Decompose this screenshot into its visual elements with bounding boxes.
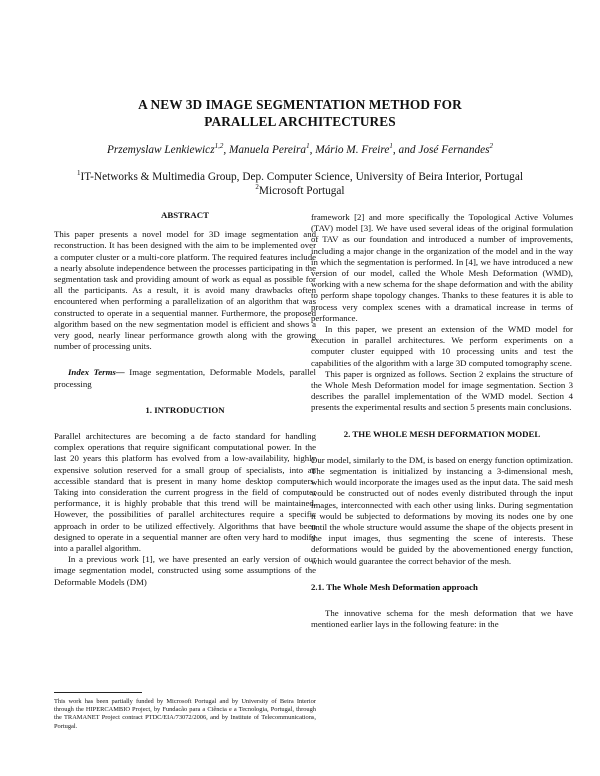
intro-paragraph-1: Parallel architectures are becoming a de facto standard for handling complex operations that require significant computational power. In the last 20 years this platform has evolved from a low-availability, highly expensive solution reserved for a small group of specialists, into an accessible standard that is present in many home desktop computers. Taking into consideration the current progress in the field of computer performance, it is highly probable that this trend will be maintained. However, the possibilities of parallel architectures require a specific approach in order to be utilized effectively. Algorithms that have been designed to operate in a sequential manner are often very hard to modify into a parallel algorithm. bbox=[54, 431, 316, 554]
abstract-text: This paper presents a novel model for 3D image segmentation and reconstruction. It has been designed with the aim to be implemented over a computer cluster or a multi-core platform. The required features include a nearly absolute independence between the processes participating in the segmentation task and providing amount of work as equal as possible for all the participants. As a result, it is avoid many drawbacks often encountered when performing a parallelization of an algorithm that was constructed to operate in a sequential manner. Furthermore, the proposed algorithm based on the new segmentation model is efficient and shows a very good, nearly linear performance growth along with the growing number of processing units. bbox=[54, 229, 316, 352]
section2-paragraph-1: Our model, similarly to the DM, is based on energy function optimization. The segmentation is initialized by instancing a 3-dimensional mesh, which would incorporate the images used as the input data. The said mesh would be constructed out of nodes evenly distributed through the input images, interconnected with each other using links. During segmentation it would be subjected to deformations by moving its nodes one by one until the whole structure would assume the shape of the objects present in the input images, thus segmenting the scene of interests. These deformations would be guided by the abovementioned energy function, which would guarantee the correct behavior of the mesh. bbox=[311, 454, 573, 566]
right-paragraph-1: framework [2] and more specifically the Topological Active Volumes (TAV) model [3]. We have used several ideas of the original formulation of TAV as our foundation and introduced a number of improvements, including a major change in the organization of the model and in the way in which the segmentation is performed. In [4], we have introduced a new version of our model, called the Whole Mesh Deformation (WMD), working with a new schema for the shape deformation and with the ability to perform shape topology changes. Thanks to these features it is able to process very complex scenes with a dramatical increase in terms of performance. bbox=[311, 212, 573, 323]
section-heading-whole-mesh: 2. THE WHOLE MESH DEFORMATION MODEL bbox=[343, 428, 541, 439]
paper-title bbox=[0, 96, 600, 130]
right-column bbox=[311, 212, 573, 631]
affiliation-1 bbox=[0, 170, 600, 184]
author-affil-mark: 2 bbox=[489, 142, 494, 151]
author-name: Manuela Pereira bbox=[229, 144, 307, 156]
subsection-heading-approach: 2.1. The Whole Mesh Deformation approach bbox=[311, 581, 478, 592]
author-separator: , and bbox=[392, 144, 419, 156]
author-separator: , bbox=[223, 144, 229, 156]
footnote-divider bbox=[54, 692, 142, 693]
affiliation-mark: 2 bbox=[255, 183, 259, 192]
abstract-heading: ABSTRACT bbox=[161, 210, 209, 220]
title-line-2: PARALLEL ARCHITECTURES bbox=[204, 114, 396, 129]
author-separator: , bbox=[309, 144, 316, 156]
affiliation-mark: 1 bbox=[77, 169, 81, 178]
index-terms-text: Image segmentation, Deformable Models, parallel processing bbox=[54, 367, 316, 389]
author-name: Przemyslaw Lenkiewicz bbox=[106, 144, 215, 156]
index-terms bbox=[54, 367, 316, 389]
author-name: José Fernandes bbox=[418, 144, 490, 156]
affiliation-2 bbox=[0, 184, 600, 198]
affiliations bbox=[0, 170, 600, 198]
left-column bbox=[54, 210, 316, 588]
author-name: Mário M. Freire bbox=[315, 144, 390, 156]
author-affil-mark: 1,2 bbox=[214, 142, 224, 151]
affiliation-text: IT-Networks & Multimedia Group, Dep. Computer Science, University of Beira Interior, Portugal bbox=[80, 171, 523, 183]
author-affil-mark: 1 bbox=[306, 142, 310, 151]
right-paragraph-2: In this paper, we present an extension of the WMD model for execution in parallel architectures. We perform experiments on a computer cluster equipped with 10 processing units and test the capabilities of the algorithm with a large 3D computed tomography scene. bbox=[311, 324, 573, 368]
subsection-paragraph-1: The innovative schema for the mesh deformation that we have mentioned earlier lays in the following feature: in the bbox=[311, 608, 573, 630]
author-affil-mark: 1 bbox=[389, 142, 393, 151]
footnote: This work has been partially funded by Microsoft Portugal and by University of Beira Interior through the HIPERCAMBIO Project, by Fundacão para a Ciência e a Tecnologia, Portugal, through the TRAMANET Project contract PTDC/EIA/73072/2006, and by Institute of Telecommunications, Portugal. bbox=[54, 698, 316, 730]
section-heading-introduction: 1. INTRODUCTION bbox=[145, 404, 225, 415]
title-line-1: A NEW 3D IMAGE SEGMENTATION METHOD FOR bbox=[138, 97, 462, 112]
affiliation-text: Microsoft Portugal bbox=[258, 185, 345, 197]
right-paragraph-3: This paper is orgnized as follows. Section 2 explains the structure of the Whole Mesh Deformation model for image segmentation. Section 3 describes the parallel implementation of the WMD model. Section 4 presents the experimental results and section 5 presents main conclusions. bbox=[311, 368, 573, 413]
intro-paragraph-2: In a previous work [1], we have presented an early version of our image segmentation model, constructed using some assumptions of the Deformable Models (DM) bbox=[54, 554, 316, 587]
index-terms-label: Index Terms— bbox=[68, 367, 125, 378]
author-list bbox=[0, 143, 600, 157]
